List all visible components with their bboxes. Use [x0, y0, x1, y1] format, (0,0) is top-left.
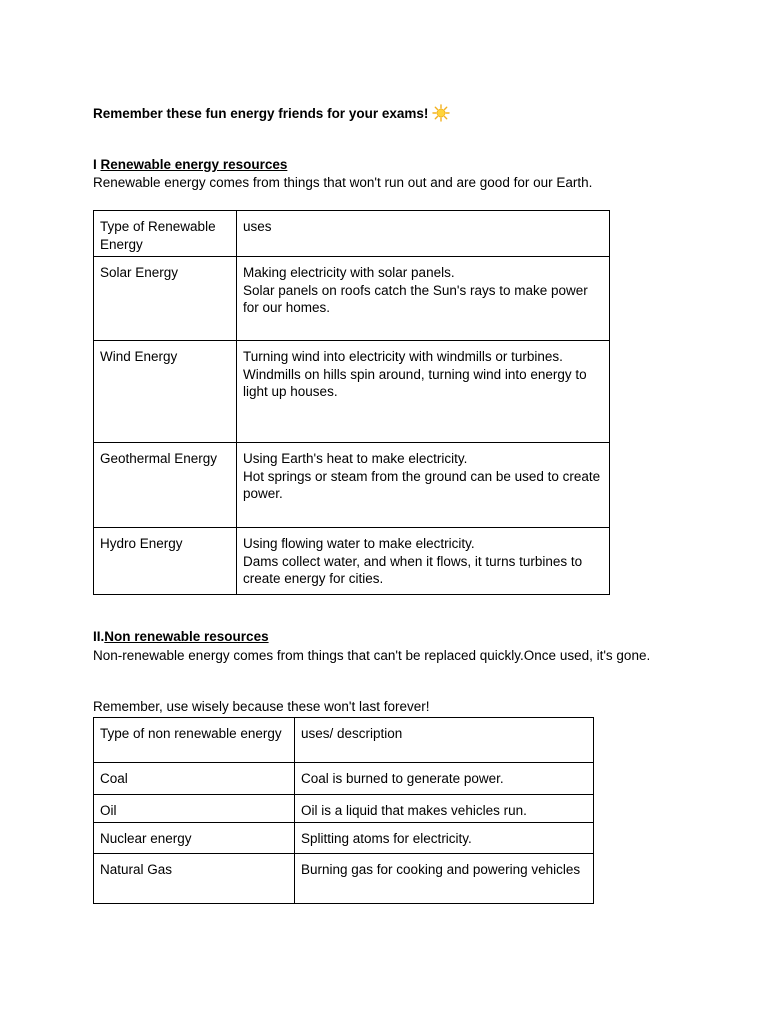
row-uses: [237, 257, 610, 341]
nonrenewable-reminder: Remember, use wisely because these won't last forever!: [93, 699, 430, 714]
table-row: [94, 763, 594, 795]
uses-line: Making electricity with solar panels.: [243, 265, 455, 280]
renewable-section-heading: [93, 157, 287, 172]
renewable-table: [93, 210, 610, 595]
nonrenewable-section-heading: [93, 629, 269, 644]
table-row: [94, 795, 594, 823]
sun-icon: [432, 104, 450, 125]
header-type: Type of Renewable Energy: [94, 211, 237, 257]
row-type: Oil: [94, 795, 295, 823]
row-uses: [237, 341, 610, 443]
table-header-row: [94, 718, 594, 763]
row-type: Wind Energy: [94, 341, 237, 443]
row-uses: Splitting atoms for electricity.: [295, 823, 594, 854]
nonrenewable-description: Non-renewable energy comes from things that can't be replaced quickly.Once used, it's gone.: [93, 648, 651, 663]
table-header-row: [94, 211, 610, 257]
uses-line: Dams collect water, and when it flows, it turns turbines to create energy for cities.: [243, 553, 583, 586]
nonrenewable-title: Non renewable resources: [104, 629, 269, 644]
row-uses: [237, 443, 610, 528]
renewable-title: Renewable energy resources: [100, 157, 288, 172]
header-type: Type of non renewable energy: [94, 718, 295, 763]
header-uses: uses/ description: [295, 718, 594, 763]
row-uses: Oil is a liquid that makes vehicles run.: [295, 795, 594, 823]
renewable-prefix: I: [93, 157, 101, 172]
intro-heading-text: Remember these fun energy friends for your exams!: [93, 106, 429, 121]
row-uses: Coal is burned to generate power.: [295, 763, 594, 795]
nonrenewable-prefix: II.: [93, 629, 105, 644]
uses-line: Using Earth's heat to make electricity.: [243, 451, 468, 466]
table-row: [94, 257, 610, 341]
table-row: [94, 341, 610, 443]
row-type: Natural Gas: [94, 854, 295, 904]
nonrenewable-table: [93, 717, 594, 904]
table-row: [94, 823, 594, 854]
uses-line: Solar panels on roofs catch the Sun's rays to make power for our homes.: [243, 282, 588, 315]
header-uses: uses: [237, 211, 610, 257]
row-type: Geothermal Energy: [94, 443, 237, 528]
row-type: Coal: [94, 763, 295, 795]
row-type: Solar Energy: [94, 257, 237, 341]
row-type: Nuclear energy: [94, 823, 295, 854]
row-uses: Burning gas for cooking and powering vehicles: [295, 854, 594, 904]
table-row: [94, 854, 594, 904]
uses-line: Using flowing water to make electricity.: [243, 536, 475, 551]
uses-line: Turning wind into electricity with windmills or turbines.: [243, 349, 563, 364]
table-row: [94, 443, 610, 528]
uses-line: Hot springs or steam from the ground can be used to create power.: [243, 468, 601, 501]
renewable-description: Renewable energy comes from things that won't run out and are good for our Earth.: [93, 175, 593, 190]
row-type: Hydro Energy: [94, 528, 237, 595]
row-uses: [237, 528, 610, 595]
uses-line: Windmills on hills spin around, turning wind into energy to light up houses.: [243, 366, 587, 399]
table-row: [94, 528, 610, 595]
intro-heading: [93, 104, 450, 125]
